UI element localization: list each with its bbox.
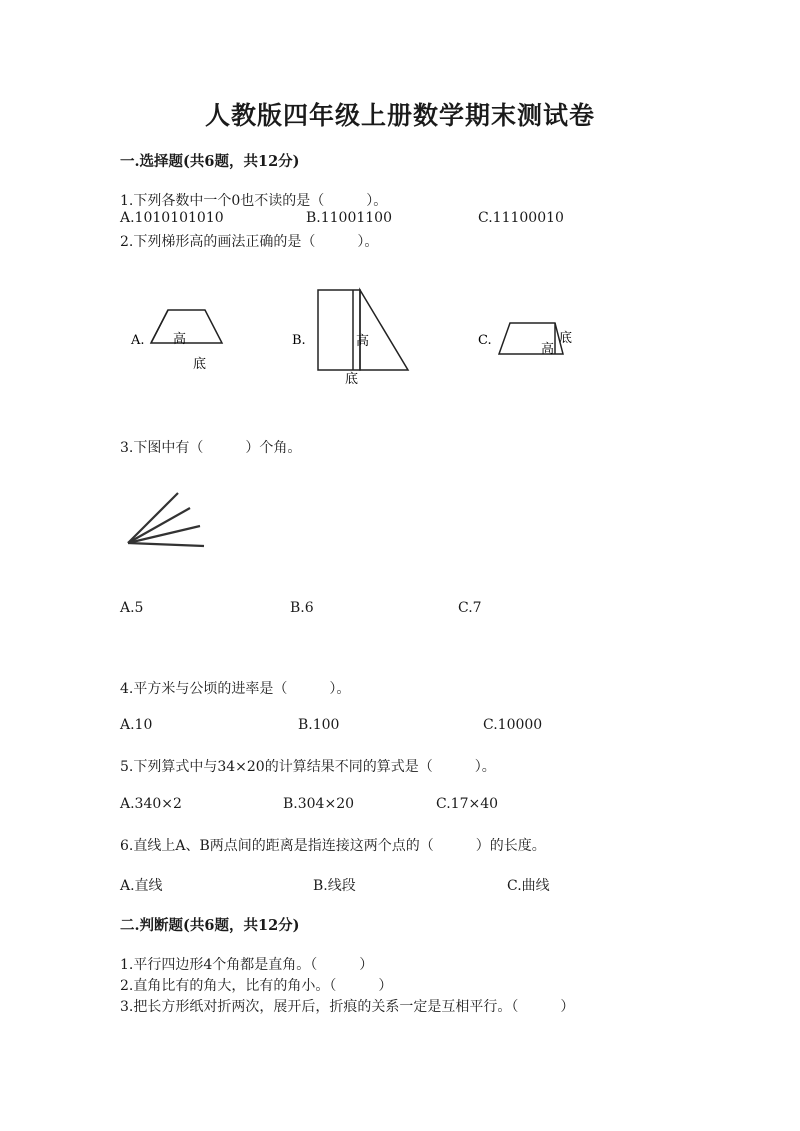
question-4-option-c: C.10000 <box>483 717 543 733</box>
question-3-option-a: A.5 <box>120 600 144 616</box>
question-6-text: 6.直线上A、B两点间的距离是指连接这两个点的（ ）的长度。 <box>120 838 546 854</box>
question-3-text: 3.下图中有（ ）个角。 <box>120 440 302 456</box>
question-6-option-c: C.曲线 <box>507 878 550 894</box>
trapezoid-figure-b <box>290 285 420 390</box>
judgment-question-3: 3.把长方形纸对折两次，展开后，折痕的关系一定是互相平行。（ ） <box>120 999 575 1015</box>
figure-b-label: B. <box>292 333 306 348</box>
section-heading-judgment: 二.判断题(共6题，共12分) <box>120 917 300 934</box>
figure-c-label: C. <box>478 333 492 348</box>
trapezoid-figure-a <box>125 300 240 380</box>
question-5-option-a: A.340×2 <box>120 796 182 812</box>
figure-c-height-label: 高 <box>541 342 555 357</box>
question-1-option-a: A.1010101010 <box>120 210 224 226</box>
figure-b-height-label: 高 <box>356 334 370 349</box>
figure-b-base-label: 底 <box>345 372 359 387</box>
question-4-option-a: A.10 <box>120 717 153 733</box>
question-4-option-b: B.100 <box>298 717 340 733</box>
question-5-option-c: C.17×40 <box>436 796 499 812</box>
trapezoid-figure-c <box>475 310 595 370</box>
question-1-option-c: C.11100010 <box>478 210 564 226</box>
question-4-text: 4.平方米与公顷的进率是（ ）。 <box>120 681 351 697</box>
judgment-question-1: 1.平行四边形4个角都是直角。（ ） <box>120 957 374 973</box>
question-2-text: 2.下列梯形高的画法正确的是（ ）。 <box>120 234 379 250</box>
question-5-option-b: B.304×20 <box>283 796 355 812</box>
question-6-option-a: A.直线 <box>120 878 163 894</box>
question-3-option-b: B.6 <box>290 600 314 616</box>
figure-c-base-label: 底 <box>559 331 573 346</box>
question-3-option-c: C.7 <box>458 600 482 616</box>
angle-rays-figure <box>120 488 210 553</box>
figure-a-base-label: 底 <box>193 357 207 372</box>
section-heading-choice: 一.选择题(共6题，共12分) <box>120 153 300 170</box>
question-6-option-b: B.线段 <box>313 878 356 894</box>
question-1-text: 1.下列各数中一个0也不读的是（ ）。 <box>120 193 388 209</box>
question-1-option-b: B.11001100 <box>306 210 392 226</box>
figure-a-label: A. <box>131 333 145 348</box>
judgment-question-2: 2.直角比有的角大，比有的角小。（ ） <box>120 978 393 994</box>
question-5-text: 5.下列算式中与34×20的计算结果不同的算式是（ ）。 <box>120 759 496 775</box>
page-title: 人教版四年级上册数学期末测试卷 <box>204 101 595 130</box>
figure-a-height-label: 高 <box>173 332 187 347</box>
